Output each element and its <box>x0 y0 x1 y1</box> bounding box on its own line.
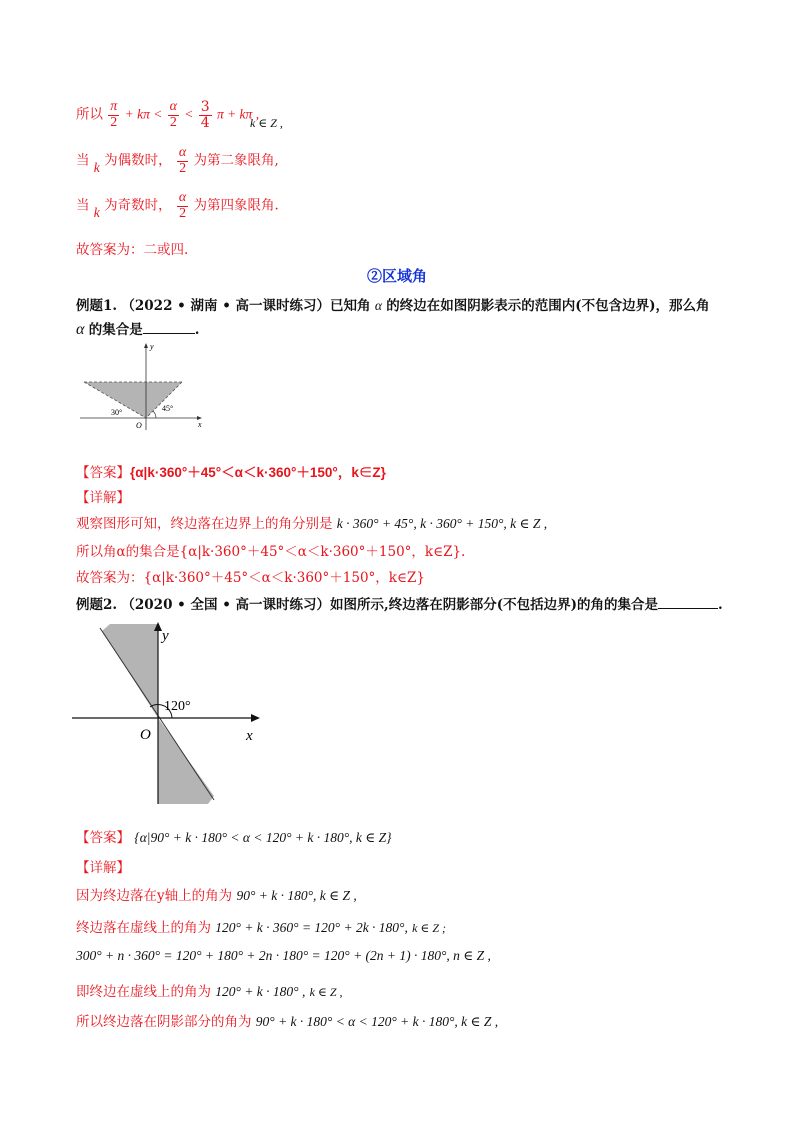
text: 因为终边落在y轴上的角为 <box>76 888 233 904</box>
text: 为奇数时， <box>104 197 172 214</box>
math: 120° + k · 360° = 120° + 2k · 180°, <box>215 920 408 935</box>
text: 为偶数时， <box>104 152 172 169</box>
den: 4 <box>200 114 210 131</box>
math: 90° + k · 180°, k ∈ Z , <box>236 888 357 903</box>
example-2-detail-1 <box>76 884 357 904</box>
origin-label: O <box>136 421 142 430</box>
text: 所以终边落在阴影部分的角为 <box>76 1014 252 1030</box>
answer-math: {α|90° + k · 180° < α < 120° + k · 180°, k ∈ Z} <box>134 830 392 845</box>
num: π <box>110 99 118 114</box>
answer-tag: 【答案】 <box>76 465 130 481</box>
text: 即终边在虚线上的角为 <box>76 984 211 1000</box>
angle-arc-45 <box>153 411 156 418</box>
example-text: 的终边在如图阴影表示的范围内(不包含边界)，那么角 <box>386 298 710 314</box>
period: . <box>194 322 200 338</box>
example-2-detail-2 <box>76 916 446 936</box>
num: α <box>169 99 177 114</box>
text: 终边落在虚线上的角为 <box>76 920 211 936</box>
x-axis-label: x <box>198 420 202 429</box>
example-source: （2022 • 湖南 • 高一课时练习）已知角 <box>121 298 371 314</box>
fraction-alpha-2 <box>168 100 179 130</box>
example-1-question-line2 <box>76 318 199 339</box>
answer-blank <box>658 594 718 609</box>
math-k: k <box>93 204 100 220</box>
fraction-3-4 <box>199 100 212 130</box>
answer-text: {α|k·360°＋45°＜α＜k·360°＋150°，k∈Z} <box>130 465 386 480</box>
example-label: 例题1. <box>76 298 118 314</box>
example-2-answer <box>76 826 392 846</box>
y-axis-label: y <box>162 628 169 644</box>
example-1-detail-1 <box>76 512 547 532</box>
math: 90° + k · 180° < α < 120° + k · 180°, k ∈ Z , <box>255 1014 499 1029</box>
section-title: ②区域角 <box>367 267 428 285</box>
y-axis-label: y <box>150 342 154 351</box>
num: α <box>178 190 187 205</box>
example-1-figure <box>78 340 213 432</box>
math: 120° + k · 180° , <box>215 984 306 999</box>
example-label: 例题2. <box>76 597 118 613</box>
text: 当 <box>76 197 90 214</box>
example-1-question <box>76 294 710 314</box>
example-source: （2020 • 全国 • 高一课时练习）如图所示,终边落在阴影部分(不包括边界)的角的集合是 <box>121 597 658 613</box>
math: 300° + n · 360° = 120° + 180° + 2n · 180° = 120° + (2n + 1) · 180°, n ∈ Z , <box>76 948 491 963</box>
math-alpha: α <box>374 298 382 313</box>
answer-blank <box>143 319 195 334</box>
den: 2 <box>179 160 187 176</box>
math: < <box>184 106 194 122</box>
top-line-4: 故答案为：二或四. <box>76 242 189 258</box>
example-1-answer <box>76 461 386 481</box>
num: α <box>178 145 187 160</box>
math: k ∈ Z ; <box>412 921 447 935</box>
text: 观察图形可知，终边落在边界上的角分别是 <box>76 516 333 532</box>
text: 为第二象限角, <box>193 152 279 169</box>
x-axis-label: x <box>246 728 253 744</box>
den: 2 <box>169 114 177 130</box>
fraction-alpha-2 <box>177 146 188 176</box>
math: k ∈ Z , <box>309 985 343 999</box>
math-alpha: α <box>76 321 85 338</box>
angle-30-label: 30° <box>111 408 123 417</box>
num: 3 <box>200 99 210 115</box>
period: . <box>718 597 723 613</box>
example-1-detail-3: 故答案为：{α|k·360°＋45°＜α＜k·360°＋150°，k∈Z} <box>76 570 425 586</box>
example-2-detail-3 <box>76 948 491 964</box>
math: π + kπ , <box>216 106 260 122</box>
y-axis-arrow <box>144 343 148 348</box>
top-line-2 <box>76 146 279 176</box>
example-1-detail-tag: 【详解】 <box>76 490 130 506</box>
den: 2 <box>179 205 187 221</box>
example-2-detail-tag: 【详解】 <box>76 860 130 876</box>
angle-120-label: 120° <box>164 699 191 714</box>
example-2-figure <box>70 618 270 810</box>
den: 2 <box>110 114 118 130</box>
text: 所以 <box>76 106 103 123</box>
top-line-3 <box>76 191 279 221</box>
example-1-detail-2: 所以角α的集合是{α|k·360°＋45°＜α＜k·360°＋150°，k∈Z}. <box>76 544 466 560</box>
shaded-region-upper <box>102 624 158 718</box>
math-k: k <box>93 159 100 175</box>
example-text: 的集合是 <box>88 322 143 338</box>
math: + kπ < <box>124 106 163 122</box>
math: k · 360° + 45°, k · 360° + 150°, k ∈ Z , <box>336 516 548 531</box>
text: 当 <box>76 152 90 169</box>
fraction-pi-2 <box>108 100 119 130</box>
shaded-region-lower <box>158 718 214 804</box>
origin-label: O <box>140 727 151 743</box>
angle-45-label: 45° <box>162 404 174 413</box>
top-line-1 <box>76 100 259 130</box>
text: 为第四象限角. <box>193 197 279 214</box>
example-2-detail-4 <box>76 980 343 1000</box>
x-axis-arrow <box>251 714 260 722</box>
answer-tag: 【答案】 <box>76 830 130 846</box>
example-2-detail-5 <box>76 1010 498 1030</box>
top-line-1-k: k ∈ Z , <box>250 116 283 130</box>
fraction-alpha-2 <box>177 191 188 221</box>
example-2-question <box>76 593 723 613</box>
